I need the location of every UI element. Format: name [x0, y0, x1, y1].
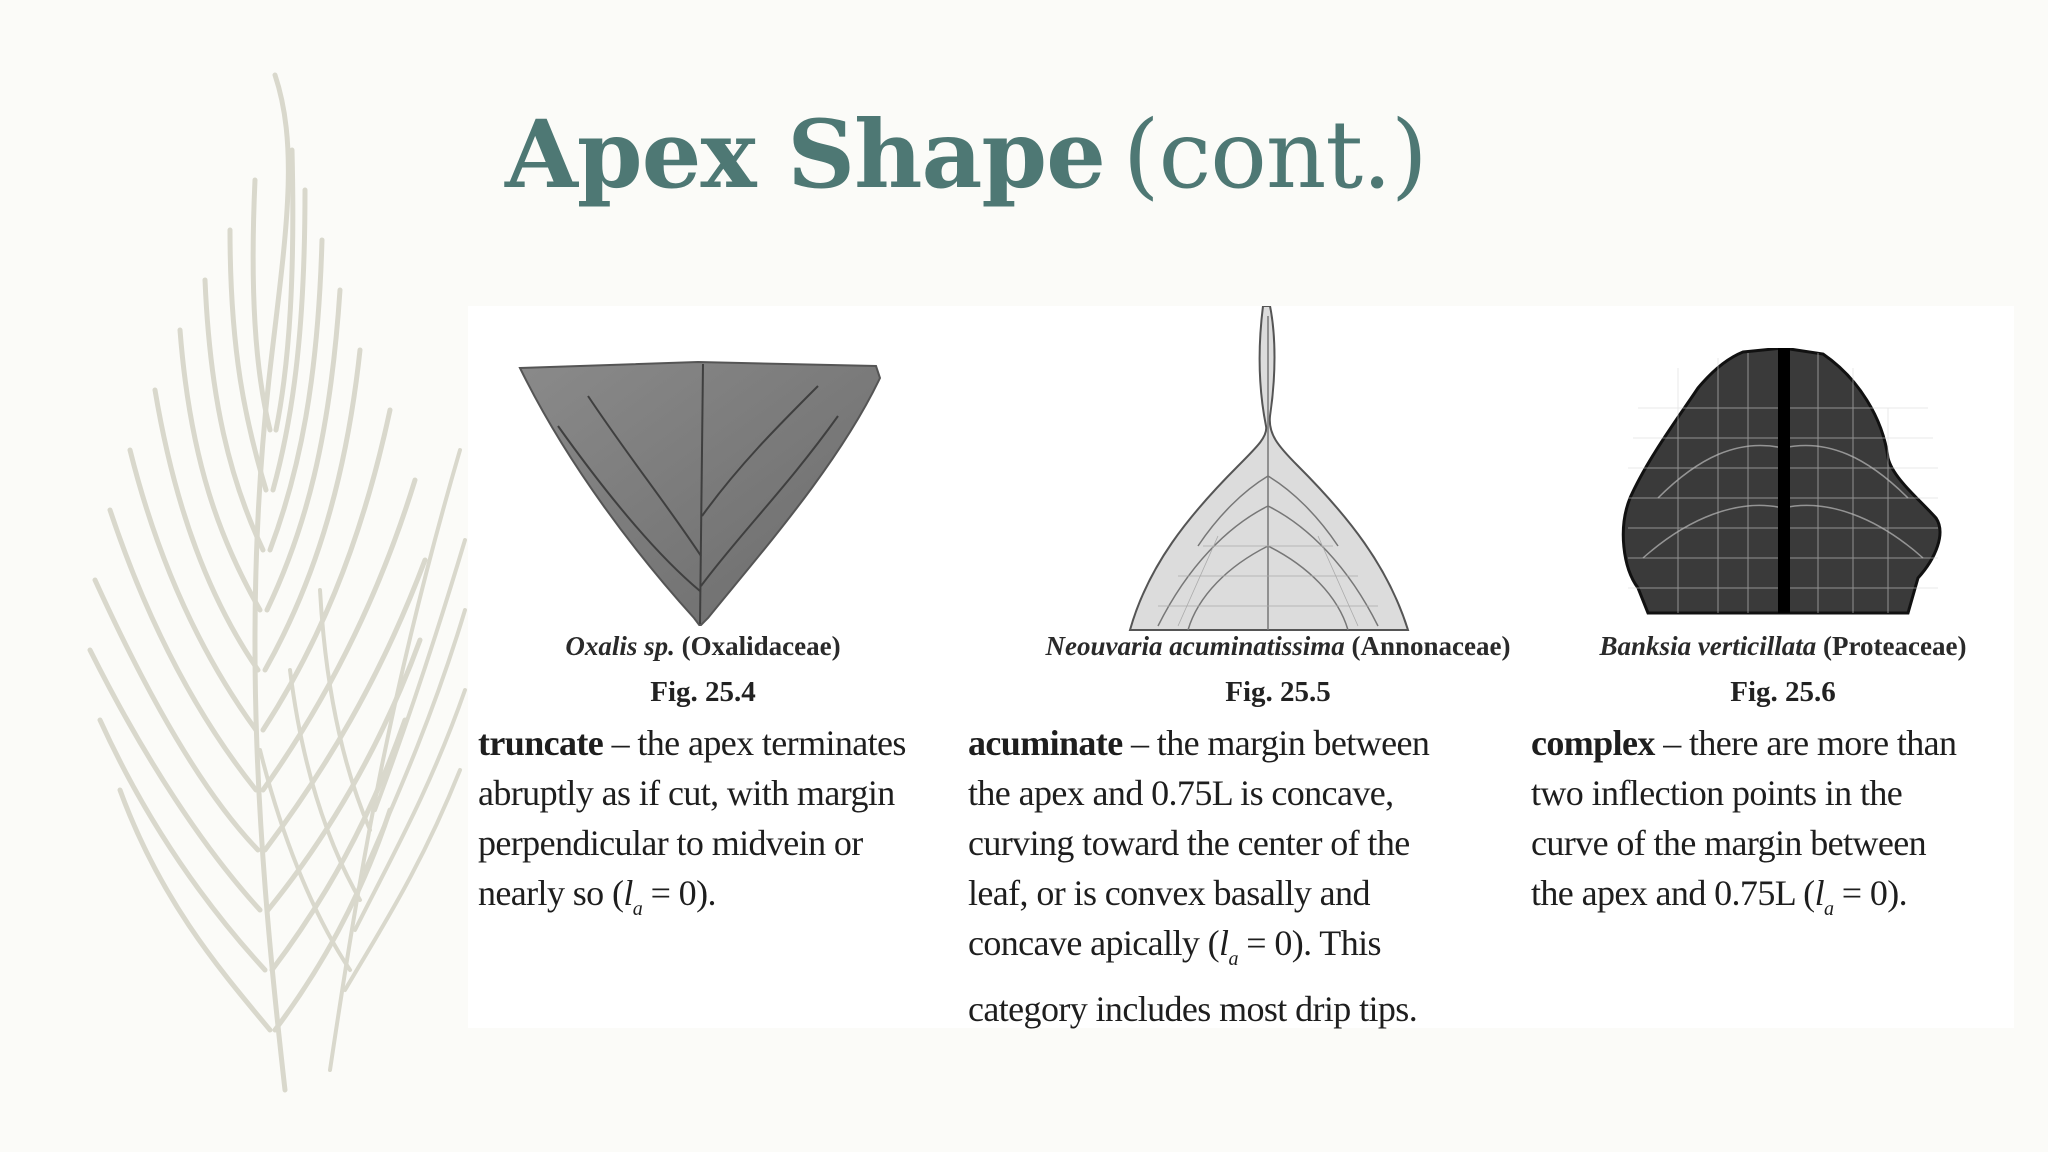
truncate-description: [478, 718, 906, 934]
complex-description: [1531, 718, 1956, 934]
truncate-caption: [518, 631, 888, 662]
formula-sub: a: [632, 898, 643, 920]
desc-line: curving toward the center of the: [968, 823, 1410, 863]
acuminate-term: acuminate: [968, 723, 1123, 763]
complex-leaf-image: [1618, 348, 1948, 618]
desc-line: category includes most drip tips.: [968, 989, 1418, 1029]
complex-caption: [1553, 631, 2013, 662]
desc-line: the apex and 0.75L (: [1531, 873, 1815, 913]
formula-var: l: [1219, 923, 1229, 963]
desc-line: nearly so (: [478, 873, 624, 913]
desc-line: two inflection points in the: [1531, 773, 1903, 813]
formula-var: l: [623, 873, 633, 913]
truncate-family: (Oxalidaceae): [681, 631, 841, 661]
figure-panel: [468, 306, 2014, 1028]
formula-rest: = 0). This: [1237, 923, 1381, 963]
truncate-leaf-image: [518, 356, 888, 626]
desc-line: concave apically (: [968, 923, 1220, 963]
desc-line: perpendicular to midvein or: [478, 823, 863, 863]
formula-var: l: [1814, 873, 1824, 913]
page-title: [505, 100, 1427, 210]
truncate-fig-label: Fig. 25.4: [650, 676, 756, 708]
complex-species: Banksia verticillata: [1599, 631, 1817, 661]
desc-line: the apex and 0.75L is concave,: [968, 773, 1394, 813]
formula-rest: = 0).: [1833, 873, 1908, 913]
desc-line: leaf, or is convex basally and: [968, 873, 1370, 913]
truncate-species: Oxalis sp.: [565, 631, 675, 661]
acuminate-fig-label: Fig. 25.5: [1225, 676, 1331, 708]
complex-family: (Proteaceae): [1823, 631, 1967, 661]
acuminate-family: (Annonaceae): [1351, 631, 1511, 661]
desc-line: curve of the margin between: [1531, 823, 1926, 863]
formula-sub: a: [1228, 948, 1238, 970]
desc-line: – there are more than: [1663, 723, 1957, 763]
acuminate-caption: [1028, 631, 1528, 662]
complex-term: complex: [1531, 723, 1655, 763]
acuminate-description: [968, 718, 1429, 1034]
desc-line: abruptly as if cut, with margin: [478, 773, 895, 813]
formula-sub: a: [1823, 898, 1834, 920]
title-main: Apex Shape: [505, 100, 1105, 210]
desc-line: – the margin between: [1131, 723, 1430, 763]
feather-icon: [60, 70, 480, 1110]
title-sub: (cont.): [1122, 101, 1427, 210]
complex-fig-label: Fig. 25.6: [1730, 676, 1836, 708]
acuminate-species: Neouvaria acuminatissima: [1045, 631, 1345, 661]
acuminate-leaf-image: [1118, 306, 1418, 631]
formula-rest: = 0).: [642, 873, 716, 913]
desc-line: – the apex terminates: [611, 723, 906, 763]
truncate-term: truncate: [478, 723, 604, 763]
